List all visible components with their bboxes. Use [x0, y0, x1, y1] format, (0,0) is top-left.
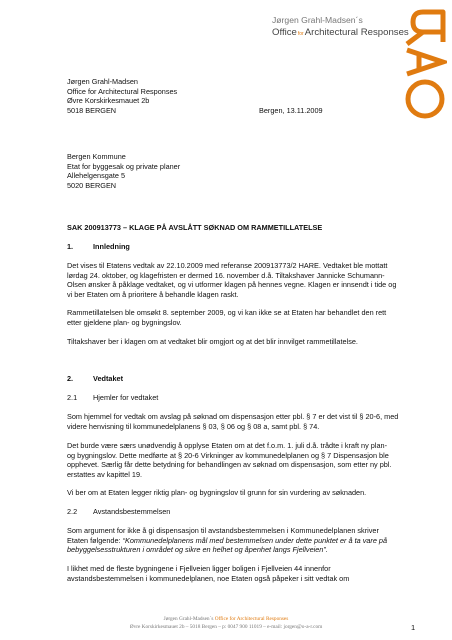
subsection-2-1-title: Hjemler for vedtaket — [93, 393, 159, 402]
section-2-paragraph-2: Det burde være særs unødvendig å opplyse Etaten om at det f.o.m. 1. juli d.å. trådte i kraft ny plan- og bygningslov. Dette medførte at § 20-6 Virkninger av kommunedelplanen og § 7 Dispensasjon ble opphevet. Særlig får dette betydning for behandlingen av søknad om dispensasjon, som etter ny pbl. erstattes av kapittel 19. — [67, 441, 392, 479]
section-1-paragraph-3: Tiltakshaver ber i klagen om at vedtaket blir omgjort og at det blir innvilget rammetillatelse. — [67, 337, 358, 346]
letter-date: Bergen, 13.11.2009 — [259, 105, 323, 115]
section-2-number: 2. — [67, 374, 74, 383]
oar-logo — [401, 4, 447, 122]
recipient-line-3: Allehelgensgate 5 — [67, 171, 126, 180]
sender-line-2: Office for Architectural Responses — [67, 86, 178, 96]
section-2-paragraph-3: Vi ber om at Etaten legger riktig plan- og bygningslov til grunn for sin vurdering av søknaden. — [67, 488, 367, 497]
subsection-2-2-number: 2.2 — [67, 507, 78, 516]
footer-line-2: Øvre Korskirkesmauet 2b – 5018 Bergen – p: 0047 900 11019 – e-mail: jorgen@o-a-r.com — [129, 624, 323, 630]
sender-line-1: Jørgen Grahl-Madsen — [67, 77, 138, 86]
section-1-number: 1. — [67, 242, 74, 251]
recipient-line-2: Etat for byggesak og private planer — [67, 161, 181, 171]
section-2-paragraph-5: I likhet med de fleste bygningene i Fjellveien ligger boligen i Fjellveien 44 innenfor avstandsbestemmelsen i kommunedelplanen, noe Etaten også påpeker i sitt vedtak om — [67, 564, 350, 583]
subject-line: SAK 200913773 – KLAGE PÅ AVSLÅTT SØKNAD OM RAMMETILLATELSE — [67, 223, 323, 232]
subsection-2-2-title: Avstandsbestemmelsen — [93, 507, 171, 516]
section-2-paragraph-1: Som hjemmel for vedtak om avslag på søknad om dispensasjon etter pbl. § 7 er det vist til § 20-6, med videre henvisning til kommunedelplanens § 03, § 06 og § 08 a, samt pbl. § 74. — [67, 412, 399, 431]
letterhead-name: Jørgen Grahl-Madsen´s — [272, 15, 363, 25]
sender-line-3: Øvre Korskirkesmauet 2b — [67, 96, 150, 105]
section-2-paragraph-4: Som argument for ikke å gi dispensasjon til avstandsbestemmelsen i Kommunedelplanen skriver Etaten følgende: “Kommunedelplanens mål med bestemmelsen under dette punktet er å ta vare på bebyggelsesstrukturen i området og sikre en helhet og åpenhet langs Fjellveien”. — [67, 526, 388, 554]
page-number: 1 — [411, 623, 416, 632]
section-1-paragraph-2: Rammetillatelsen ble omsøkt 8. september 2009, og vi kan ikke se at Etaten har behandlet den rett etter gjeldene plan- og bygningslov. — [67, 308, 387, 327]
letterhead-office: OfficeforArchitectural Responses — [272, 27, 409, 38]
section-1-paragraph-1: Det vises til Etatens vedtak av 22.10.2009 med referanse 200913773/2 HARE. Vedtaket ble mottatt lørdag 24. oktober, og klagefristen er dermed 16. november d.å. Tiltakshaver Jannicke Schumann-Olsen ønsker å påklage vedtaket, og vi utformer klagen på hennes vegne. Klagen er innsendt i tide og vi ber Etaten om å prioritere å behandle klagen raskt. — [67, 261, 397, 299]
subsection-2-1-number: 2.1 — [67, 393, 78, 402]
recipient-line-4: 5020 BERGEN — [67, 180, 117, 190]
footer-line-1: Jørgen Grahl-Madsen´s Office for Architectural Responses — [163, 616, 289, 622]
sender-line-4: 5018 BERGEN — [67, 105, 117, 115]
recipient-line-1: Bergen Kommune — [67, 152, 126, 161]
section-2-heading: Vedtaket — [93, 374, 124, 383]
section-1-heading: Innledning — [93, 242, 130, 251]
